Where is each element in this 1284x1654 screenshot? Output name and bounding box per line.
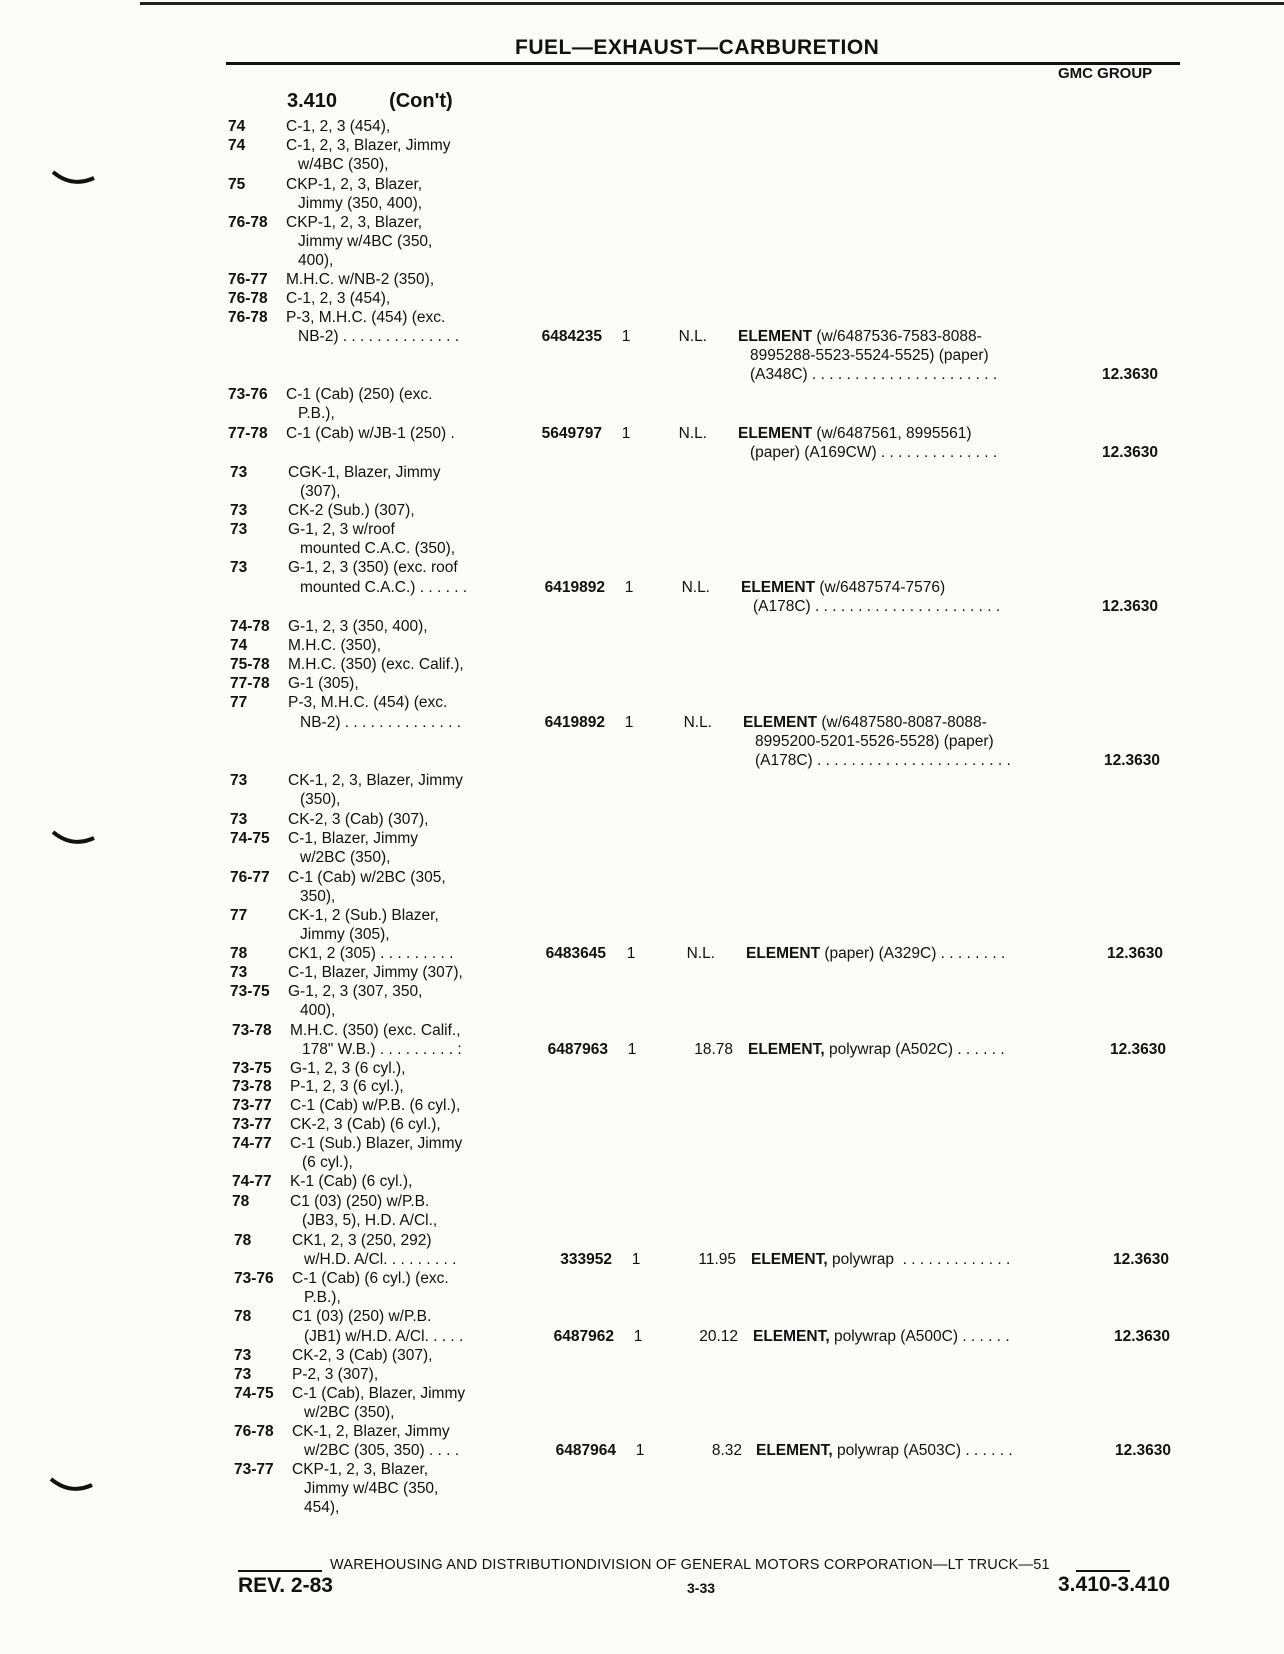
group-code: 12.3630 bbox=[1109, 1041, 1166, 1058]
price: 11.95 bbox=[698, 1251, 736, 1268]
model-year: 78 bbox=[232, 1193, 250, 1210]
part-description-continued: (A178C) . . . . . . . . . . . . . . . . . . . . . . . bbox=[755, 752, 1011, 769]
model-description: NB-2) . . . . . . . . . . . . . . bbox=[300, 714, 462, 731]
binder-hole-mark-1 bbox=[50, 168, 96, 192]
model-description: C-1 (Cab) w/JB-1 (250) . bbox=[286, 425, 455, 442]
part-description-text: (w/6487536-7583-8088- bbox=[812, 328, 982, 345]
binder-hole-mark-3 bbox=[48, 1475, 94, 1499]
model-description: P-3, M.H.C. (454) (exc. bbox=[288, 694, 448, 711]
model-year: 76-77 bbox=[230, 869, 270, 886]
model-description: K-1 (Cab) (6 cyl.), bbox=[290, 1173, 413, 1190]
model-description: (350), bbox=[300, 791, 341, 808]
model-description: CK-1, 2 (Sub.) Blazer, bbox=[288, 907, 439, 924]
model-year: 73 bbox=[234, 1347, 252, 1364]
part-description-text: polywrap . . . . . . . . . . . . . bbox=[827, 1251, 1011, 1268]
model-description: w/2BC (305, 350) . . . . bbox=[304, 1442, 460, 1459]
model-year: 75 bbox=[228, 176, 246, 193]
part-name: ELEMENT bbox=[738, 328, 813, 345]
quantity: 1 bbox=[621, 425, 631, 442]
model-description: Jimmy w/4BC (350, bbox=[304, 1480, 439, 1497]
price: N.L. bbox=[678, 328, 707, 345]
part-number: 6419892 bbox=[544, 714, 605, 731]
model-year: 73 bbox=[234, 1366, 252, 1383]
quantity: 1 bbox=[631, 1251, 641, 1268]
model-year: 78 bbox=[234, 1308, 252, 1325]
price: N.L. bbox=[686, 945, 715, 962]
part-name: ELEMENT, bbox=[751, 1251, 828, 1268]
part-name: ELEMENT bbox=[746, 945, 821, 962]
part-description-continued: (A178C) . . . . . . . . . . . . . . . . . . . . . . bbox=[753, 598, 1001, 615]
model-year: 74-77 bbox=[232, 1135, 272, 1152]
quantity: 1 bbox=[624, 714, 634, 731]
model-year: 73 bbox=[230, 502, 248, 519]
group-code: 12.3630 bbox=[1101, 444, 1158, 461]
price: 18.78 bbox=[694, 1041, 733, 1058]
model-description: C-1 (Cab), Blazer, Jimmy bbox=[292, 1385, 466, 1402]
footer-publisher: WAREHOUSING AND DISTRIBUTIONDIVISION OF GENERAL MOTORS CORPORATION—LT TRUCK—51 bbox=[330, 1557, 1050, 1573]
model-year: 73-77 bbox=[232, 1097, 272, 1114]
section-heading bbox=[287, 90, 453, 113]
group-code: 12.3630 bbox=[1106, 945, 1163, 962]
part-description bbox=[738, 327, 982, 346]
model-description: G-1, 2, 3 (6 cyl.), bbox=[290, 1060, 406, 1077]
part-description bbox=[748, 1040, 1005, 1059]
model-year: 73-75 bbox=[230, 983, 270, 1000]
model-description: w/H.D. A/Cl. . . . . . . . . bbox=[304, 1251, 457, 1268]
quantity: 1 bbox=[626, 945, 636, 962]
model-description: w/4BC (350), bbox=[298, 156, 389, 173]
quantity: 1 bbox=[621, 328, 631, 345]
model-year: 73 bbox=[230, 811, 248, 828]
model-description: C-1 (Sub.) Blazer, Jimmy bbox=[290, 1135, 463, 1152]
model-description: (6 cyl.), bbox=[302, 1154, 353, 1171]
part-description-text: polywrap (A503C) . . . . . . bbox=[832, 1442, 1013, 1459]
model-year: 78 bbox=[230, 945, 248, 962]
model-year: 73-77 bbox=[232, 1116, 272, 1133]
part-description bbox=[753, 1327, 1010, 1346]
model-description: (307), bbox=[300, 483, 341, 500]
part-number: 6484235 bbox=[541, 328, 602, 345]
model-description: P-3, M.H.C. (454) (exc. bbox=[286, 309, 446, 326]
group-code: 12.3630 bbox=[1101, 598, 1158, 615]
model-description: P-1, 2, 3 (6 cyl.), bbox=[290, 1078, 404, 1095]
group-code: 12.3630 bbox=[1112, 1251, 1169, 1268]
binder-hole-mark-2 bbox=[50, 828, 96, 852]
model-description: P-2, 3 (307), bbox=[292, 1366, 379, 1383]
model-description: CKP-1, 2, 3, Blazer, bbox=[286, 214, 423, 231]
model-year: 74-75 bbox=[230, 830, 270, 847]
model-description: 400), bbox=[298, 252, 334, 269]
header-rule bbox=[226, 62, 1180, 65]
part-description bbox=[738, 424, 972, 443]
part-number: 5649797 bbox=[541, 425, 602, 442]
model-description: P.B.), bbox=[298, 405, 335, 422]
model-description: CK-2, 3 (Cab) (307), bbox=[292, 1347, 433, 1364]
model-year: 74 bbox=[228, 118, 246, 135]
part-description-text: polywrap (A502C) . . . . . . bbox=[824, 1041, 1005, 1058]
model-year: 76-77 bbox=[228, 271, 268, 288]
price: N.L. bbox=[678, 425, 707, 442]
part-description-text: polywrap (A500C) . . . . . . bbox=[829, 1328, 1010, 1345]
model-year: 73 bbox=[230, 964, 248, 981]
group-code: 12.3630 bbox=[1114, 1442, 1171, 1459]
model-year: 73 bbox=[230, 464, 248, 481]
part-description bbox=[751, 1250, 1010, 1269]
group-code: 12.3630 bbox=[1113, 1328, 1170, 1345]
model-description: G-1, 2, 3 (350) (exc. roof bbox=[288, 559, 458, 576]
part-description-text: (w/6487574-7576) bbox=[815, 579, 946, 596]
part-description-continued: (A348C) . . . . . . . . . . . . . . . . . . . . . . bbox=[750, 366, 998, 383]
part-name: ELEMENT bbox=[741, 579, 816, 596]
section-number: 3.410 bbox=[287, 90, 338, 112]
model-description: mounted C.A.C.) . . . . . . bbox=[300, 579, 468, 596]
page-title: FUEL—EXHAUST—CARBURETION bbox=[515, 36, 880, 59]
group-code: 12.3630 bbox=[1101, 366, 1158, 383]
price: N.L. bbox=[681, 579, 710, 596]
price: 20.12 bbox=[699, 1328, 738, 1345]
model-description: G-1, 2, 3 w/roof bbox=[288, 521, 395, 538]
model-year: 73-78 bbox=[232, 1022, 272, 1039]
model-year: 77 bbox=[230, 907, 248, 924]
model-description: CKP-1, 2, 3, Blazer, bbox=[286, 176, 423, 193]
price: 8.32 bbox=[711, 1442, 742, 1459]
model-description: Jimmy w/4BC (350, bbox=[298, 233, 433, 250]
part-number: 6487964 bbox=[555, 1442, 616, 1459]
model-description: CK1, 2, 3 (250, 292) bbox=[292, 1232, 432, 1249]
model-description: CK-2 (Sub.) (307), bbox=[288, 502, 415, 519]
model-description: C-1 (Cab) w/P.B. (6 cyl.), bbox=[290, 1097, 461, 1114]
model-description: M.H.C. (350), bbox=[288, 637, 382, 654]
model-description: C1 (03) (250) w/P.B. bbox=[290, 1193, 430, 1210]
page-number: 3-33 bbox=[687, 1580, 716, 1596]
model-description: C-1 (Cab) w/2BC (305, bbox=[288, 869, 446, 886]
part-name: ELEMENT, bbox=[753, 1328, 830, 1345]
model-year: 74 bbox=[228, 137, 246, 154]
model-description: 350), bbox=[300, 888, 336, 905]
model-year: 73-77 bbox=[234, 1461, 274, 1478]
model-year: 76-78 bbox=[228, 309, 268, 326]
quantity: 1 bbox=[627, 1041, 637, 1058]
footer-rule-left bbox=[238, 1570, 322, 1572]
part-number: 333952 bbox=[560, 1251, 612, 1268]
model-year: 74 bbox=[230, 637, 248, 654]
revision-label: REV. 2-83 bbox=[238, 1574, 333, 1597]
model-description: 178" W.B.) . . . . . . . . . : bbox=[302, 1041, 462, 1058]
part-name: ELEMENT, bbox=[756, 1442, 833, 1459]
model-description: C-1, 2, 3 (454), bbox=[286, 118, 391, 135]
model-description: CK-2, 3 (Cab) (307), bbox=[288, 811, 429, 828]
quantity: 1 bbox=[624, 579, 634, 596]
part-description bbox=[756, 1441, 1013, 1460]
part-name: ELEMENT, bbox=[748, 1041, 825, 1058]
model-description: M.H.C. (350) (exc. Calif.), bbox=[288, 656, 464, 673]
model-year: 77-78 bbox=[230, 675, 270, 692]
model-year: 76-78 bbox=[228, 290, 268, 307]
model-description: (JB3, 5), H.D. A/Cl., bbox=[302, 1212, 438, 1229]
model-year: 74-75 bbox=[234, 1385, 274, 1402]
model-description: C-1, Blazer, Jimmy (307), bbox=[288, 964, 463, 981]
model-description: C1 (03) (250) w/P.B. bbox=[292, 1308, 432, 1325]
model-description: (JB1) w/H.D. A/Cl. . . . . bbox=[304, 1328, 464, 1345]
model-description: C-1, 2, 3 (454), bbox=[286, 290, 391, 307]
model-year: 76-78 bbox=[234, 1423, 274, 1440]
part-description-continued: 8995200-5201-5526-5528) (paper) bbox=[755, 733, 994, 750]
model-description: M.H.C. w/NB-2 (350), bbox=[286, 271, 435, 288]
model-description: C-1, Blazer, Jimmy bbox=[288, 830, 419, 847]
part-number: 6483645 bbox=[545, 945, 606, 962]
part-description-text: (w/6487580-8087-8088- bbox=[817, 714, 987, 731]
model-description: NB-2) . . . . . . . . . . . . . . bbox=[298, 328, 460, 345]
model-description: Jimmy (305), bbox=[300, 926, 390, 943]
model-description: C-1 (Cab) (6 cyl.) (exc. bbox=[292, 1270, 449, 1287]
part-number: 6487962 bbox=[553, 1328, 614, 1345]
group-code: 12.3630 bbox=[1103, 752, 1160, 769]
section-continued: (Con't) bbox=[389, 90, 453, 112]
part-description-text: (w/6487561, 8995561) bbox=[812, 425, 972, 442]
model-description: G-1, 2, 3 (307, 350, bbox=[288, 983, 423, 1000]
quantity: 1 bbox=[633, 1328, 643, 1345]
model-description: w/2BC (350), bbox=[300, 849, 391, 866]
model-year: 73 bbox=[230, 521, 248, 538]
model-description: CK-2, 3 (Cab) (6 cyl.), bbox=[290, 1116, 441, 1133]
part-number: 6487963 bbox=[547, 1041, 608, 1058]
model-year: 73-75 bbox=[232, 1060, 272, 1077]
model-year: 74-77 bbox=[232, 1173, 272, 1190]
model-year: 77 bbox=[230, 694, 248, 711]
model-description: CK1, 2 (305) . . . . . . . . . bbox=[288, 945, 454, 962]
model-description: Jimmy (350, 400), bbox=[298, 195, 423, 212]
model-description: 400), bbox=[300, 1002, 336, 1019]
model-description: CK-1, 2, Blazer, Jimmy bbox=[292, 1423, 450, 1440]
model-description: M.H.C. (350) (exc. Calif., bbox=[290, 1022, 461, 1039]
part-number: 6419892 bbox=[544, 579, 605, 596]
model-year: 73-76 bbox=[234, 1270, 274, 1287]
model-year: 78 bbox=[234, 1232, 252, 1249]
model-year: 73-78 bbox=[232, 1078, 272, 1095]
model-description: w/2BC (350), bbox=[304, 1404, 395, 1421]
model-year: 73 bbox=[230, 559, 248, 576]
model-description: CK-1, 2, 3, Blazer, Jimmy bbox=[288, 772, 463, 789]
part-description bbox=[746, 944, 1005, 963]
top-border bbox=[140, 2, 1284, 5]
model-year: 73 bbox=[230, 772, 248, 789]
section-range: 3.410-3.410 bbox=[1058, 1573, 1171, 1596]
quantity: 1 bbox=[635, 1442, 645, 1459]
model-year: 74-78 bbox=[230, 618, 270, 635]
part-description-text: (paper) (A329C) . . . . . . . . bbox=[820, 945, 1006, 962]
part-name: ELEMENT bbox=[738, 425, 813, 442]
model-year: 73-76 bbox=[228, 386, 268, 403]
model-description: C-1, 2, 3, Blazer, Jimmy bbox=[286, 137, 451, 154]
part-description bbox=[741, 578, 945, 597]
model-year: 76-78 bbox=[228, 214, 268, 231]
model-description: 454), bbox=[304, 1499, 340, 1516]
group-label: GMC GROUP bbox=[1058, 65, 1153, 82]
model-year: 75-78 bbox=[230, 656, 270, 673]
model-description: C-1 (Cab) (250) (exc. bbox=[286, 386, 433, 403]
model-description: CKP-1, 2, 3, Blazer, bbox=[292, 1461, 429, 1478]
model-description: P.B.), bbox=[304, 1289, 341, 1306]
price: N.L. bbox=[683, 714, 712, 731]
part-description-continued: 8995288-5523-5524-5525) (paper) bbox=[750, 347, 989, 364]
model-description: G-1 (305), bbox=[288, 675, 359, 692]
model-year: 77-78 bbox=[228, 425, 268, 442]
model-description: G-1, 2, 3 (350, 400), bbox=[288, 618, 428, 635]
footer-rule-right bbox=[1076, 1570, 1130, 1572]
part-description bbox=[743, 713, 987, 732]
model-description: mounted C.A.C. (350), bbox=[300, 540, 456, 557]
part-description-continued: (paper) (A169CW) . . . . . . . . . . . . . . bbox=[750, 444, 998, 461]
model-description: CGK-1, Blazer, Jimmy bbox=[288, 464, 441, 481]
part-name: ELEMENT bbox=[743, 714, 818, 731]
